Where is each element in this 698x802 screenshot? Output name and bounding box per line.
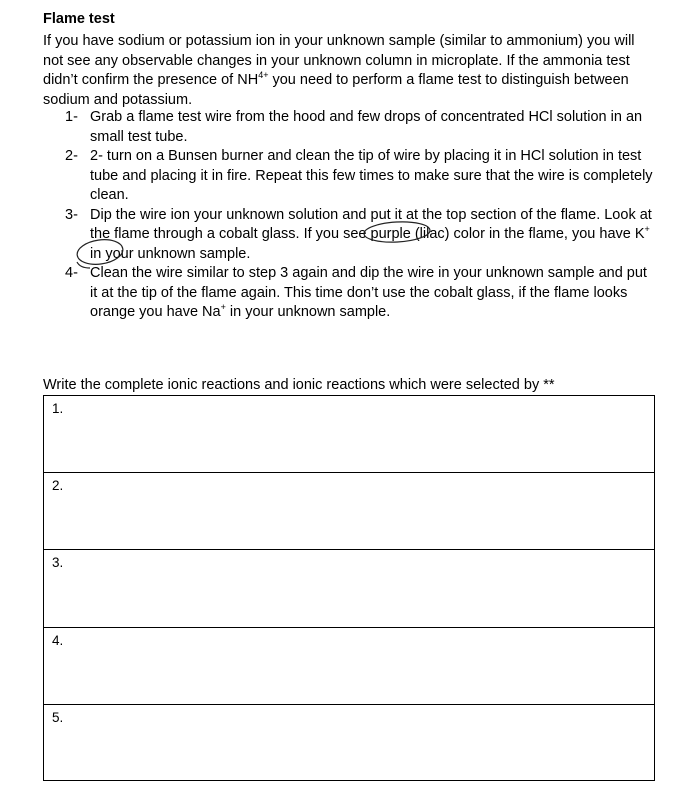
- step-superscript: +: [220, 302, 226, 313]
- answer-number: 4.: [52, 632, 64, 648]
- procedure-step: [43, 264, 655, 323]
- question-text: Write the complete ionic reactions and ionic reactions which were selected by **: [43, 377, 555, 393]
- answer-number: 5.: [52, 709, 64, 725]
- procedure-step: [43, 206, 655, 265]
- answer-box[interactable]: [44, 396, 654, 473]
- intro-paragraph: [43, 32, 655, 110]
- answer-number: 1.: [52, 401, 64, 416]
- procedure-step: [43, 147, 655, 206]
- step-superscript: +: [644, 224, 650, 235]
- intro-text: If you have sodium or potassium ion in your unknown sample (similar to ammonium) you will not see any observable changes in your unknown column in microplate. If the ammonia test didn’t confirm the presence of NH: [43, 33, 635, 88]
- step-text-end: in your unknown sample.: [225, 304, 391, 320]
- answer-box[interactable]: [44, 550, 654, 627]
- step-text: 2- turn on a Bunsen burner and clean the tip of wire by placing it in HCl solution in test tube and placing it in fire. Repeat this few times to make sure that the wire is completely clean.: [90, 148, 653, 203]
- intro-text-end: you need to perform a flame test to distinguish between sodium and potassium.: [43, 72, 629, 108]
- answer-number: 2.: [52, 478, 64, 494]
- intro-superscript: 4+: [258, 70, 269, 81]
- step-text: Dip the wire ion your unknown solution and put it at the top section of the flame. Look at the flame through a cobalt glass. If you see purple (lilac) color in the flame, you have K: [90, 206, 652, 242]
- answer-table: [43, 395, 655, 781]
- step-text: Grab a flame test wire from the hood and few drops of concentrated HCl solution in an small test tube.: [90, 109, 643, 145]
- step-text: Clean the wire similar to step 3 again and dip the wire in your unknown sample and put it at the tip of the flame again. This time don’t use the cobalt glass, if the flame looks orange you have Na: [90, 265, 647, 320]
- answer-box[interactable]: [44, 628, 654, 705]
- answer-number: 3.: [52, 555, 64, 571]
- step-number: 2-: [65, 148, 78, 164]
- procedure-list: [43, 108, 655, 323]
- procedure-step: [43, 108, 655, 147]
- step-text-end: in your unknown sample.: [90, 245, 251, 262]
- answer-box[interactable]: [44, 705, 654, 782]
- step-number: 3-: [65, 206, 78, 223]
- step-number: 4-: [65, 265, 78, 281]
- answer-box[interactable]: [44, 473, 654, 550]
- section-title: Flame test: [43, 11, 115, 27]
- step-number: 1-: [65, 109, 78, 125]
